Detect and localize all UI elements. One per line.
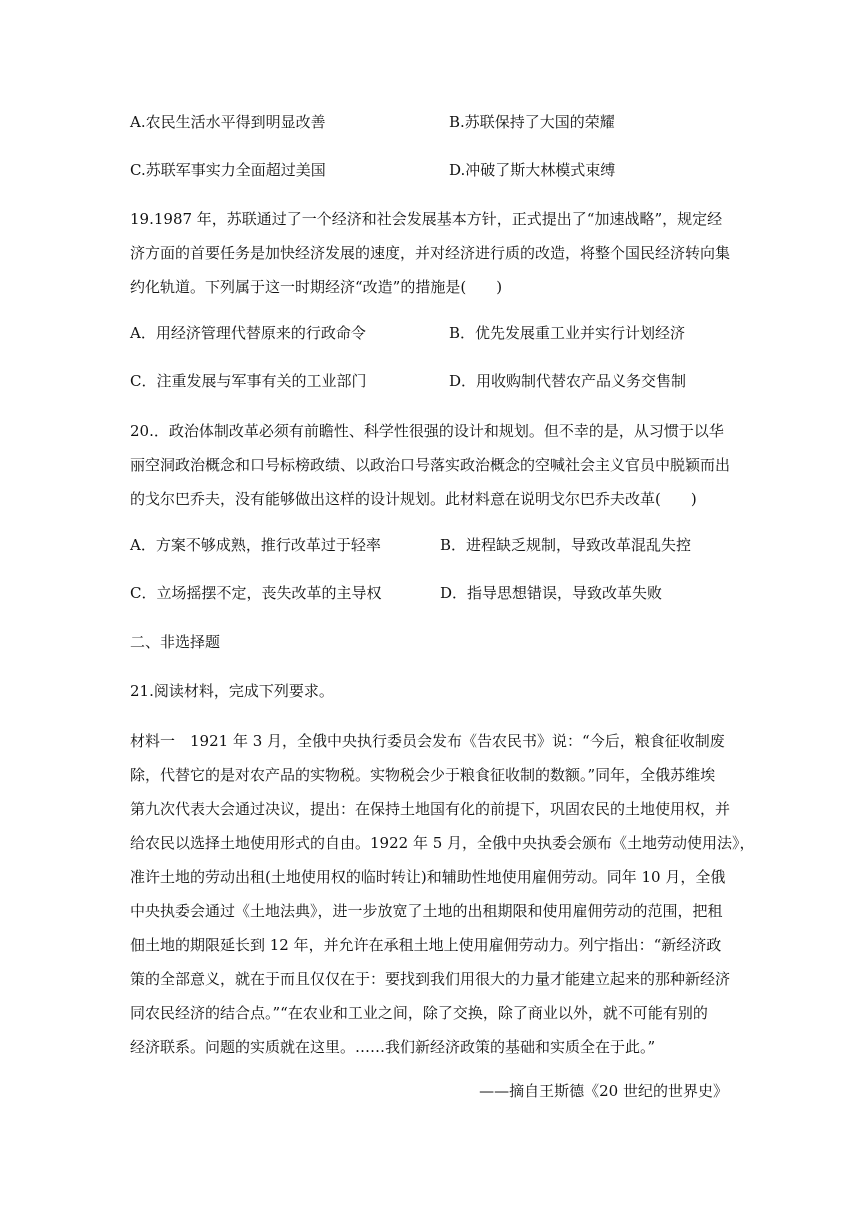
q21-material-line: 经济联系。问题的实质就在这里。……我们新经济政策的基础和实质全在于此。”	[130, 1038, 656, 1056]
q19-option-a: A．用经济管理代替原来的行政命令	[130, 324, 366, 342]
q20-stem-line: 丽空洞政治概念和口号标榜政绩、以政治口号落实政治概念的空喊社会主义官员中脱颖而出	[130, 456, 731, 474]
q21-material-line: 中央执委会通过《土地法典》，进一步放宽了土地的出租期限和使用雇佣劳动的范围，把租	[130, 902, 723, 920]
q19-stem-line: 19.1987 年，苏联通过了一个经济和社会发展基本方针，正式提出了“加速战略”，规定经	[130, 210, 723, 228]
q20-option-b: B．进程缺乏规制，导致改革混乱失控	[440, 536, 692, 554]
q20-option-c: C．立场摇摆不定，丧失改革的主导权	[130, 584, 382, 602]
q18-option-c: C.苏联军事实力全面超过美国	[130, 161, 326, 179]
q18-option-a: A.农民生活水平得到明显改善	[130, 113, 326, 131]
q21-material-line: 准许土地的劳动出租(土地使用权的临时转让)和辅助性地使用雇佣劳动。同年 10 月，全俄	[130, 868, 726, 886]
q19-stem-line: 约化轨道。下列属于这一时期经济“改造”的措施是( )	[130, 278, 503, 296]
q21-material-line: 材料一 1921 年 3 月，全俄中央执行委员会发布《告农民书》说：“今后，粮食征收制废	[130, 732, 725, 750]
q20-option-d: D．指导思想错误，导致改革失败	[440, 584, 663, 602]
q19-stem-line: 济方面的首要任务是加快经济发展的速度，并对经济进行质的改造，将整个国民经济转向集	[130, 244, 731, 262]
q21-material-line: 同农民经济的结合点。”“在农业和工业之间，除了交换，除了商业以外，就不可能有别的	[130, 1004, 708, 1022]
q19-option-d: D．用收购制代替农产品义务交售制	[449, 372, 687, 390]
q18-option-b: B.苏联保持了大国的荣耀	[449, 113, 615, 131]
q18-option-d: D.冲破了斯大林模式束缚	[449, 161, 616, 179]
q21-material-line: 佃土地的期限延长到 12 年，并允许在承租土地上使用雇佣劳动力。列宁指出：“新经济政	[130, 936, 722, 954]
q21-material-line: 策的全部意义，就在于而且仅仅在于：要找到我们用很大的力量才能建立起来的那种新经济	[130, 970, 731, 988]
section-title: 二、非选择题	[130, 633, 221, 651]
q19-option-c: C．注重发展与军事有关的工业部门	[130, 372, 367, 390]
q19-option-b: B．优先发展重工业并实行计划经济	[449, 324, 686, 342]
q21-material-line: 给农民以选择土地使用形式的自由。1922 年 5 月，全俄中央执委会颁布《土地劳动使用法》，	[130, 834, 755, 852]
q21-material-line: 第九次代表大会通过决议，提出：在保持土地国有化的前提下，巩固农民的土地使用权，并	[130, 800, 731, 818]
q21-source-citation: ——摘自王斯德《20 世纪的世界史》	[479, 1082, 728, 1100]
q21-stem: 21.阅读材料，完成下列要求。	[130, 682, 334, 700]
q20-stem-line: 的戈尔巴乔夫，没有能够做出这样的设计规划。此材料意在说明戈尔巴乔夫改革( )	[130, 490, 697, 508]
q20-stem-line: 20.．政治体制改革必须有前瞻性、科学性很强的设计和规划。但不幸的是，从习惯于以华	[130, 422, 724, 440]
q20-option-a: A．方案不够成熟，推行改革过于轻率	[130, 536, 381, 554]
q21-material-line: 除，代替它的是对农产品的实物税。实物税会少于粮食征收制的数额。”同年，全俄苏维埃	[130, 766, 716, 784]
